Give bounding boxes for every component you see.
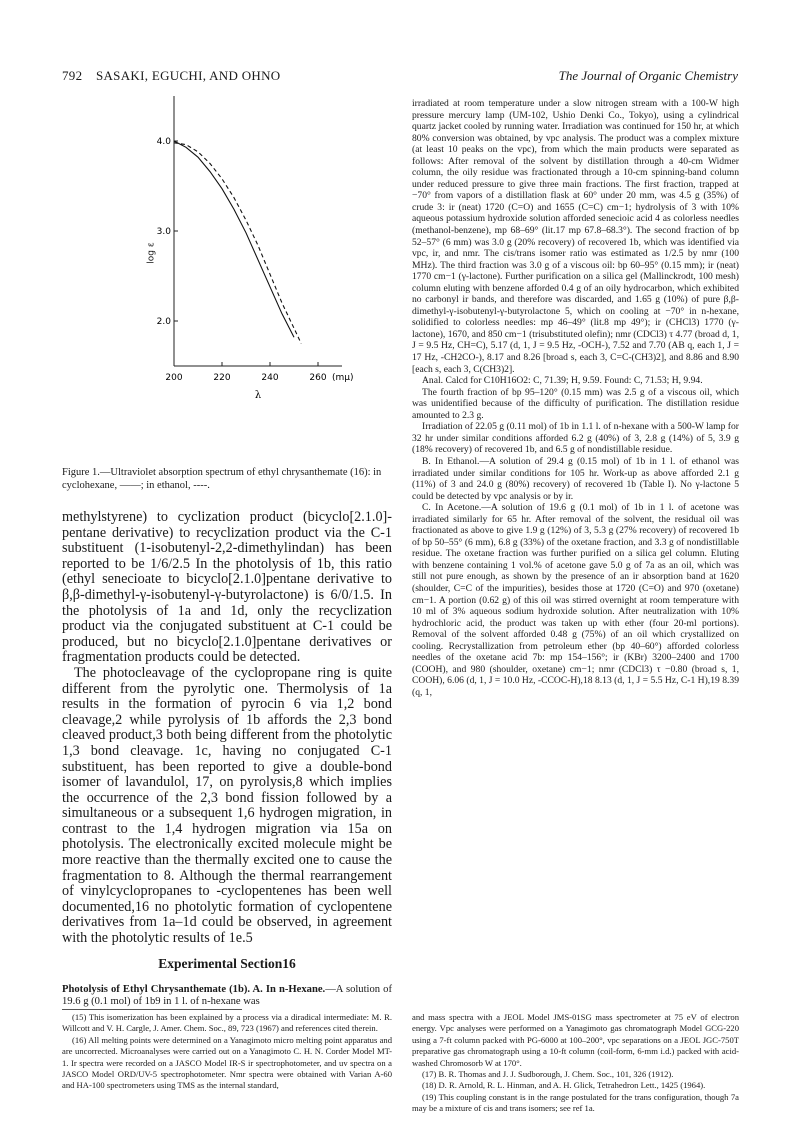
y-tick-label: 3.0 [156, 227, 171, 237]
figure-caption-text: —Ultraviolet absorption spectrum of ethyl chrysanthemate (16): in cyclohexane, ——; in ethanol, ----. [62, 467, 382, 491]
footnote: (19) This coupling constant is in the range postulated for the trans configuration, though 7a may be a mixture of cis and trans isomers; see ref 1a. [412, 1091, 739, 1114]
uv-spectrum-chart [142, 96, 372, 401]
footnote: (18) D. R. Arnold, R. L. Hinman, and A. H. Glick, Tetrahedron Lett., 1425 (1964). [422, 1080, 706, 1091]
left-body [62, 510, 392, 947]
footnote-rule [62, 1009, 242, 1010]
body-paragraph: The photocleavage of the cyclopropane ring is quite different from the pyrolytic one. Thermolysis of 1a results in the formation of pyrocin 6 via 1,2 bond cleavage,2 while pyrolysis of 1b affords the 2,3 bond cleaved product,3 both being different from the photolytic 1,3 bond cleavage. 1c, having no conjugated C-1 substituent, has been reported to give a double-bond isomer of lavandulol, 17, on pyrolysis,8 which implies the occurrence of the 2,3 bond fission followed by a simultaneous or a subsequent 1,6 hydrogen migration, in contrast to the 1,4 hydrogen migration via 15a on photolysis. The electronically excited molecule might be more reactive than the thermally excited one to cause the fragmentation to 8. Although the thermal rearrangement of vinylcyclopropanes to -cyclopentenes has been well documented,16 no photolytic formation of cyclopentene derivatives from 1a–1d could be observed, in agreement with the photolytic results of 1e.5 [62, 664, 392, 947]
body-paragraph: Anal. Calcd for C10H16O2: C, 71.39; H, 9.59. Found: C, 71.53; H, 9.94. [422, 375, 703, 387]
body-paragraph: irradiated at room temperature under a slow nitrogen stream with a 100-W high pressure mercury lamp (UM-102, Ushio Denki Co., Tokyo), using a cylindrical quartz jacket cooled by running water. Irradiation was continued for 150 hr, at which 80% conversion was obtained, by vpc analysis. The product was a complex mixture (at least 10 peaks on the vpc), from which the main products were separated as follows: After removal of the solvent by distillation through a 40-cm Widmer column, the oily residue was fractionated through a 10-cm spinning-band column under reduced pressure to give three main fractions. The first fraction, trapped at −70° from vapors of a distillation flask at 60° under 20 mm, was 4.5 g (35%) of crude 3: ir (neat) 1720 (C=O) and 1655 (C=C) cm−1; hydrolysis of 3 with 10% aqueous potassium hydroxide solution afforded senecioic acid 4 as colorless needles (methanol-benzene), mp 68–69° (lit.17 mp 67.8–68.3°). The second fraction of bp 52–57° (6 mm) was 3.0 g (20% recovery) of recovered 1b, which was identified via vpc, ir, and nmr. The cis/trans isomer ratio was estimated as 1/2.5 by nmr (100 MHz). The third fraction was 3.0 g of a viscous oil: bp 60–95° (0.15 mm); ir (neat) 1770 cm−1 (γ-lactone). Further purification on a silica gel (Mallinckrodt, 100 mesh) column eluting with benzene afforded 0.4 g of an oily hydrocarbon, which exhibited no carbonyl ir bands, and therefore was discarded, and 1.65 g (10%) of pure β,β-dimethyl-γ-isobutenyl-γ-butyrolactone 5, which on cooling at −70° in n-hexane, solidified to colorless needles: mp 46–49° (lit.8 mp 49°); ir (CHCl3) 1770 (γ-lactone), 1670, and 850 cm−1 (trisubstituted olefin); nmr (CDCl3) τ 4.77 (broad d, 1, J = 9.5 Hz, CH=C), 5.17 (d, 1, J = 9.5 Hz, -OCH-), 7.52 and 7.70 (AB q, each 1, J = 17 Hz, -CH2CO-), 8.17 and 8.26 [broad s, each 3, C=C-(CH3)2], and 8.86 and 8.90 [each s, each 3, C(CH3)2]. [412, 98, 739, 375]
running-header-left [62, 68, 280, 84]
section-heading: Experimental Section16 [158, 956, 296, 971]
x-axis-label: λ [254, 390, 262, 401]
x-axis-unit: (mμ) [332, 373, 354, 383]
page-number: 792 [62, 68, 83, 83]
footnote: (16) All melting points were determined on a Yanagimoto micro melting point apparatus and are uncorrected. Microanalyses were carried out on a Yanagimoto C. H. N. Corder Model MT-1. Ir spectra were recorded on a JASCO Model IR-S ir spectrophotometer, and uv spectra on a JASCO Model ORD/UV-5 spectrophotometer. Nmr spectra were obtained with Varian A-60 and HA-100 spectrometers using TMS as the internal standard, [62, 1034, 392, 1091]
footnotes-right [412, 1012, 739, 1115]
runin-title: Photolysis of Ethyl Chrysanthemate (1b). A. In n-Hexane. [62, 984, 326, 995]
y-tick-label: 2.0 [156, 317, 171, 327]
series-line-cyclohexane [174, 141, 294, 337]
body-paragraph: The fourth fraction of bp 95–120° (0.15 mm) was 2.5 g of a viscous oil, which was unidentified because of the difficulty of purification. The distillation residue amounted to 2.3 g. [412, 386, 739, 421]
body-paragraph: methylstyrene) to cyclization product (bicyclo[2.1.0]-pentane derivative) to recyclization product via the C-1 substituent (1-isobutenyl-2,2-dimethylindan) has been reported to be 1/6/2.5 In the photolysis of 1b, this ratio (ethyl senecioate to bicyclo[2.1.0]pentane derivative to β,β-dimethyl-γ-isobutenyl-γ-butyrolactone) is 6/0/1.5. In the photolysis of 1a and 1d, only the recyclization product via the conjugated substituent at C-1 could be produced, but no bicyclo[2.1.0]pentane derivatives or fragmentation products could be detected. [62, 509, 392, 666]
right-body [412, 98, 739, 698]
x-tick-label: 240 [261, 373, 279, 383]
footnote: and mass spectra with a JEOL Model JMS-01SG mass spectrometer at 75 eV of electron energy. Vpc analyses were performed on a Yanagimoto gas chromatograph Model GCG-220 using a 7-ft column packed with PG-6000 at 100–200°, vpc separations on a JEOL JGC-750T preparative gas chromatograph using a 10-ft column (coil-form, 6-mm i.d.) packed with acid-washed Chromosorb W at 170°. [412, 1012, 739, 1068]
authors: SASAKI, EGUCHI, AND OHNO [95, 68, 281, 83]
body-paragraph: Irradiation of 22.05 g (0.11 mol) of 1b in 1.1 l. of n-hexane with a 500-W lamp for 32 hr under similar conditions afforded 6.2 g (40%) of 3, 2.8 g (14%) of 5, 3.9 g (18% recovery) of recovered 1b, and 6.5 g of nondistillable residue. [412, 421, 739, 456]
y-axis-label: log ε [146, 242, 157, 264]
figure-caption-label: Figure 1. [62, 467, 100, 478]
experimental-section [62, 956, 392, 1008]
runin-text: —A solution of 19.6 g (0.1 mol) of 1b9 in 1 l. of n-hexane was [62, 984, 392, 1007]
x-tick-label: 260 [309, 373, 327, 383]
experimental-intro [62, 984, 392, 1008]
footnote: (15) This isomerization has been explained by a process via a diradical intermediate: M. R. Willcott and V. H. Cargle, J. Amer. Chem. Soc., 89, 723 (1967) and references cited therein. [62, 1012, 392, 1034]
figure-caption [62, 466, 392, 492]
x-tick-label: 220 [213, 373, 231, 383]
y-tick-label: 4.0 [156, 137, 171, 147]
x-tick-label: 200 [165, 373, 183, 383]
body-paragraph: B. In Ethanol.—A solution of 29.4 g (0.15 mol) of 1b in 1 l. of ethanol was irradiated under similar conditions for 105 hr. Work-up as above afforded 2.1 g (11%) of 3 and 24.0 g (80%) recovery) of recovered 1b (Table I). No γ-lactone 5 could be detected by vpc analysis or by ir. [412, 455, 739, 502]
footnote: (17) B. R. Thomas and J. J. Sudborough, J. Chem. Soc., 101, 326 (1912). [422, 1069, 674, 1080]
journal-title: The Journal of Organic Chemistry [558, 68, 738, 83]
footnotes-left [62, 1012, 392, 1092]
body-paragraph: C. In Acetone.—A solution of 19.6 g (0.1 mol) of 1b in 1 l. of acetone was irradiated similarly for 65 hr. After removal of the solvent, the residual oil was fractionated as above to give 1.9 g (12%) of 3, 5.3 g (27% recovery) of recovered 1b of bp 50–55° (6 mm), 6.8 g (33%) of the oxetane fraction, and 3.3 g of nondistillable residue. The oxetane fraction was further purified on a silica gel column. Eluting with benzene containing 1 vol.% of acetone gave 5.0 g of 7a as an oil, which was still not pure enough, as shown by the presence of an ir absorption band at 1620 (shoulder, C=C of the impurities), besides those at 1720 (C=O) and 970 (oxetane) cm−1. A portion (0.62 g) of this oil was stirred overnight at room temperature with 10 ml of 3% aqueous sodium hydroxide solution. After neutralization with 10% hydrochloric acid, the product was taken up with ether (four 20-ml portions). Removal of the solvent afforded 0.48 g (75%) of an oil which crystallized on cooling. Recrystallization from petroleum ether (bp 40–60°) afforded colorless needles of the oxetane acid 7b: mp 154–156°; ir (KBr) 3200–2400 and 1700 (COOH), and 980 (shoulder, oxetane) cm−1; nmr (CDCl3) τ −0.80 (broad s, 1, COOH), 6.06 (d, 1, J = 10.0 Hz, -CCOC-H),18 8.13 (d, 1, J = 5.5 Hz, C-1 H),19 8.39 (q, 1, [412, 502, 739, 698]
